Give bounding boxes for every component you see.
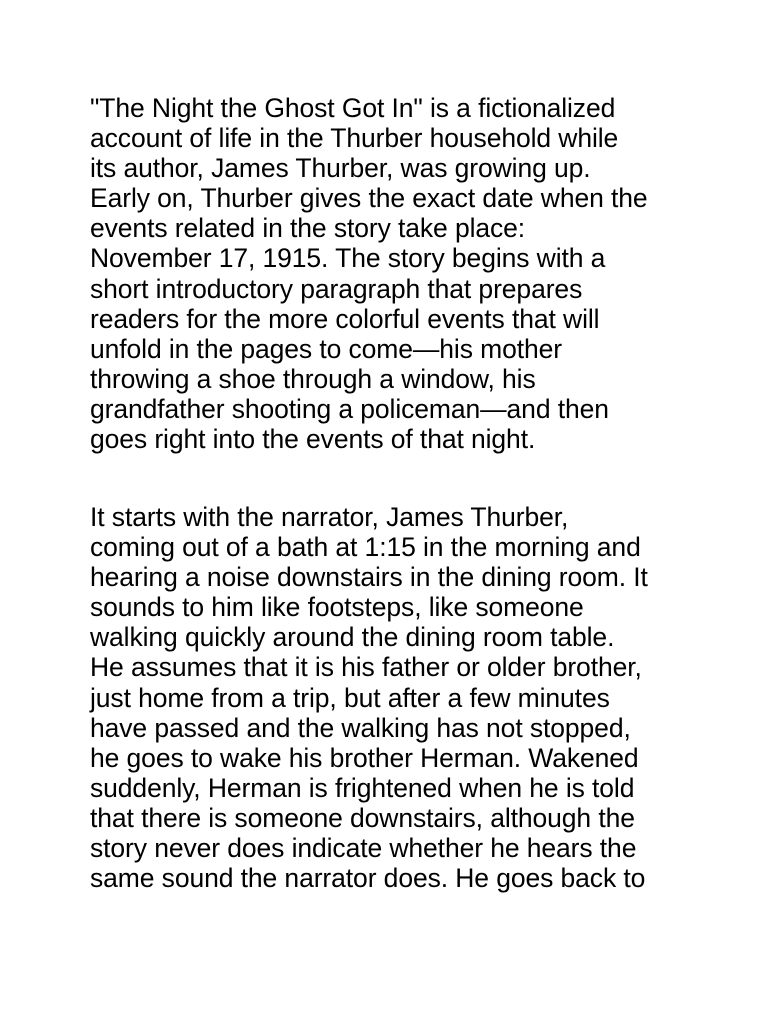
text-line: same sound the narrator does. He goes back to bbox=[90, 863, 646, 894]
text-line: have passed and the walking has not stopped, bbox=[90, 712, 631, 743]
text-line: events related in the story take place: bbox=[90, 213, 526, 244]
text-line: suddenly, Herman is frightened when he is told bbox=[90, 772, 635, 803]
paragraph-narrative bbox=[90, 502, 690, 893]
text-line: coming out of a bath at 1:15 in the morning and bbox=[90, 532, 641, 563]
text-line: November 17, 1915. The story begins with a bbox=[90, 243, 606, 274]
text-line: he goes to wake his brother Herman. Wakened bbox=[90, 742, 639, 773]
text-line: that there is someone downstairs, although the bbox=[90, 802, 635, 833]
text-line: unfold in the pages to come—his mother bbox=[90, 333, 562, 364]
text-line: story never does indicate whether he hears the bbox=[90, 833, 637, 864]
text-line: Early on, Thurber gives the exact date when the bbox=[90, 183, 648, 214]
text-line: account of life in the Thurber household while bbox=[90, 123, 619, 154]
text-line: goes right into the events of that night. bbox=[90, 424, 536, 455]
text-line: readers for the more colorful events that will bbox=[90, 303, 600, 334]
paragraph-intro bbox=[90, 93, 690, 454]
text-line: hearing a noise downstairs in the dining room. It bbox=[90, 562, 648, 593]
text-line: short introductory paragraph that prepares bbox=[90, 273, 583, 304]
text-line: It starts with the narrator, James Thurber, bbox=[90, 502, 569, 532]
text-line: He assumes that it is his father or older brother, bbox=[90, 652, 642, 683]
text-line: throwing a shoe through a window, his bbox=[90, 363, 536, 394]
text-line: sounds to him like footsteps, like someone bbox=[90, 592, 584, 623]
text-line: its author, James Thurber, was growing up. bbox=[90, 153, 591, 184]
text-line: just home from a trip, but after a few minutes bbox=[90, 682, 610, 713]
text-line: grandfather shooting a policeman—and then bbox=[90, 393, 609, 424]
text-line: "The Night the Ghost Got In" is a fictionalized bbox=[90, 93, 616, 123]
text-line: walking quickly around the dining room table. bbox=[90, 622, 615, 653]
